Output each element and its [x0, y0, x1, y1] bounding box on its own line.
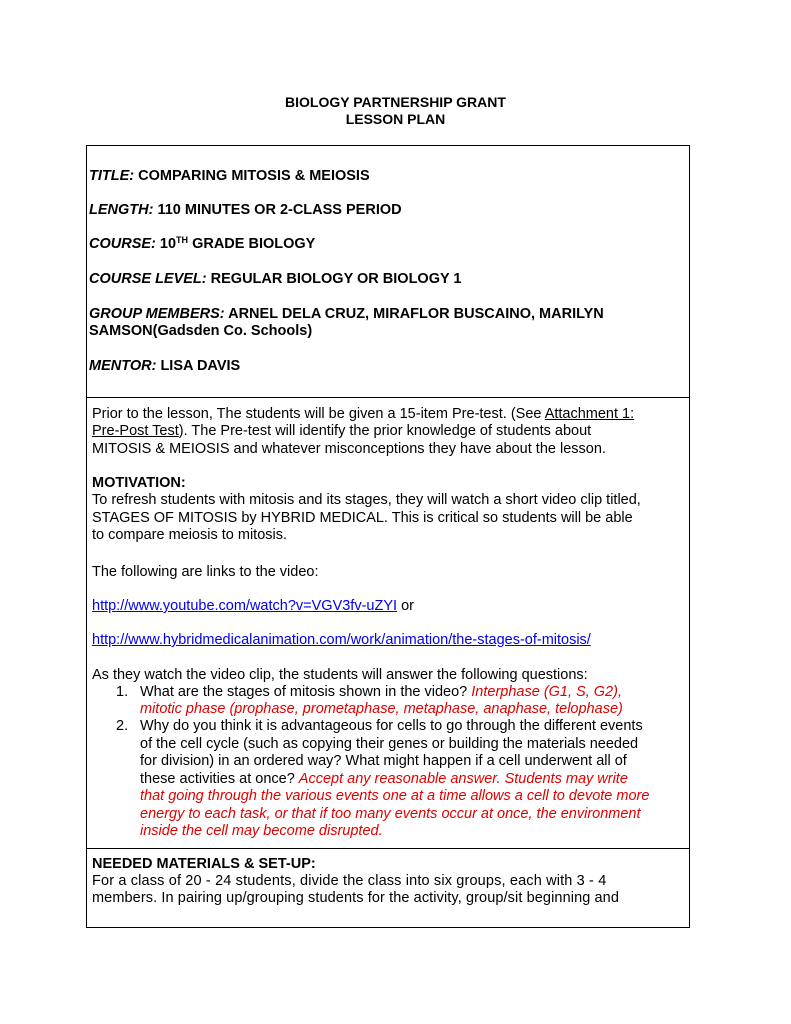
youtube-link[interactable]: http://www.youtube.com/watch?v=VGV3fv-uZYI: [92, 598, 398, 614]
question-2-answer-line4: inside the cell may become disrupted.: [140, 823, 383, 839]
group-members-field: [89, 306, 604, 323]
materials-heading: NEEDED MATERIALS & SET-UP:: [92, 856, 316, 872]
video-link-1-row: [92, 598, 414, 615]
links-intro: The following are links to the video:: [92, 564, 319, 580]
course-level-value: REGULAR BIOLOGY OR BIOLOGY 1: [210, 271, 462, 287]
question-2-line1: Why do you think it is advantageous for cells to go through the different events: [140, 718, 643, 734]
motivation-heading: MOTIVATION:: [92, 475, 186, 491]
title-label: TITLE:: [89, 168, 135, 184]
question-1-answer-line2: mitotic phase (prophase, prometaphase, metaphase, anaphase, telophase): [140, 701, 623, 717]
course-field: [89, 236, 315, 253]
or-text: or: [397, 598, 414, 614]
group-members-value-line1: ARNEL DELA CRUZ, MIRAFLOR BUSCAINO, MARILYN: [228, 306, 604, 322]
document-title-line2: LESSON PLAN: [345, 111, 446, 127]
title-field: [89, 168, 370, 185]
question-2-line4: [140, 771, 628, 788]
materials-line1: For a class of 20 - 24 students, divide the class into six groups, each with 3 - 4: [92, 873, 607, 889]
document-title-line1: BIOLOGY PARTNERSHIP GRANT: [285, 94, 506, 110]
course-grade: 10: [159, 236, 177, 252]
question-2-answer-line2: that going through the various events one at a time allows a cell to devote more: [140, 788, 650, 804]
question-1-line1: [140, 684, 622, 701]
question-1-answer: Interphase (G1, S, G2),: [471, 684, 622, 700]
group-members-value-line2: SAMSON(Gadsden Co. Schools): [89, 323, 313, 339]
question-1-number: 1.: [116, 684, 129, 700]
course-value: GRADE BIOLOGY: [192, 236, 316, 252]
question-1-text: What are the stages of mitosis shown in the video?: [140, 684, 472, 700]
length-field: [89, 202, 402, 219]
question-2-answer: Accept any reasonable answer. Students may write: [298, 771, 628, 787]
motivation-line2: STAGES OF MITOSIS by HYBRID MEDICAL. This is critical so students will be able: [92, 510, 633, 526]
attachment-link-cont[interactable]: Pre-Post Test: [92, 423, 179, 439]
question-2-line2: of the cell cycle (such as copying their genes or building the materials needed: [140, 736, 639, 752]
intro-text: Prior to the lesson, The students will be given a 15-item Pre-test. (See: [92, 406, 545, 422]
mentor-label: MENTOR:: [89, 358, 157, 374]
group-members-label: GROUP MEMBERS:: [89, 306, 225, 322]
title-value: COMPARING MITOSIS & MEIOSIS: [138, 168, 370, 184]
intro-text-2: ). The Pre-test will identify the prior knowledge of students about: [178, 423, 592, 439]
mentor-field: [89, 358, 240, 375]
questions-intro: As they watch the video clip, the students will answer the following questions:: [92, 667, 588, 683]
hybrid-medical-link[interactable]: http://www.hybridmedicalanimation.com/work/animation/the-stages-of-mitosis/: [92, 632, 591, 648]
course-level-label: COURSE LEVEL:: [89, 271, 207, 287]
intro-line1: [92, 406, 634, 423]
course-label: COURSE:: [89, 236, 156, 252]
length-value: 110 MINUTES OR 2-CLASS PERIOD: [157, 202, 402, 218]
question-2-text-end: these activities at once?: [140, 771, 299, 787]
intro-line2: [92, 423, 591, 440]
question-2-line3: for division) in an ordered way? What might happen if a cell underwent all of: [140, 753, 627, 769]
materials-line2: members. In pairing up/grouping students for the activity, group/sit beginning and: [92, 890, 620, 906]
mentor-value: LISA DAVIS: [160, 358, 241, 374]
course-grade-suffix: TH: [176, 235, 189, 245]
motivation-line1: To refresh students with mitosis and its stages, they will watch a short video clip titled,: [92, 492, 641, 508]
attachment-link[interactable]: Attachment 1:: [544, 406, 635, 422]
motivation-line3: to compare meiosis to mitosis.: [92, 527, 288, 543]
length-label: LENGTH:: [89, 202, 154, 218]
intro-line3: MITOSIS & MEIOSIS and whatever misconceptions they have about the lesson.: [92, 441, 606, 457]
question-2-number: 2.: [116, 718, 129, 734]
document-title: [0, 94, 791, 128]
video-link-2-row: [92, 632, 591, 649]
question-2-answer-line3: energy to each task, or that if too many events occur at once, the environment: [140, 806, 641, 822]
course-level-field: [89, 271, 461, 288]
